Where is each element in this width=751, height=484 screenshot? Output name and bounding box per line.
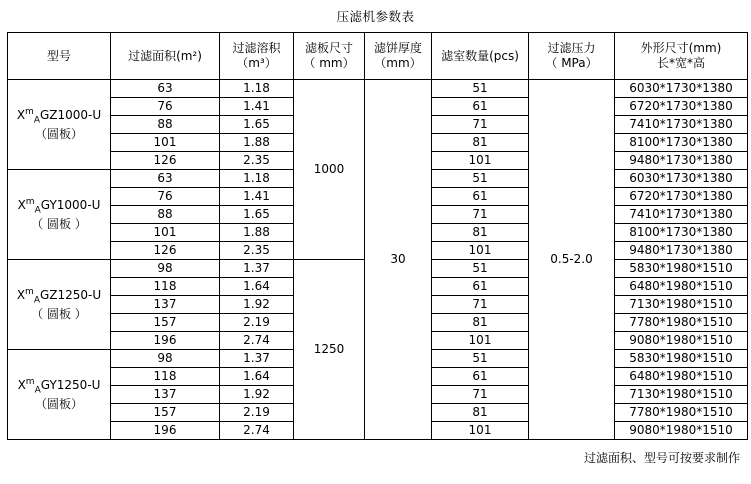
model-cell-group-1 <box>8 80 111 170</box>
cell-overall-dimension: 6030*1730*1380 <box>615 170 748 188</box>
cell-chamber-count: 51 <box>432 80 529 98</box>
cell-chamber-count: 81 <box>432 314 529 332</box>
column-header-cake-thickness-main: 滤饼厚度 <box>373 41 422 55</box>
column-header-chamber-count-main: 滤室数量(pcs) <box>441 48 519 63</box>
model-name-line-2: （ 圆板 ） <box>31 216 87 231</box>
cell-overall-dimension: 8100*1730*1380 <box>615 224 748 242</box>
cell-filter-volume: 1.92 <box>220 386 294 404</box>
cell-chamber-count: 61 <box>432 188 529 206</box>
cell-chamber-count: 71 <box>432 116 529 134</box>
column-header-overall-dimension-sub: 长*宽*高 <box>656 56 705 70</box>
cell-overall-dimension: 9080*1980*1510 <box>615 332 748 350</box>
cell-overall-dimension: 6720*1730*1380 <box>615 188 748 206</box>
cell-chamber-count: 71 <box>432 296 529 314</box>
cell-filter-area: 196 <box>111 332 220 350</box>
cell-chamber-count: 51 <box>432 170 529 188</box>
column-header-cake-thickness <box>365 33 432 80</box>
column-header-filter-pressure <box>529 33 615 80</box>
model-name-line-2: （圆板） <box>34 396 83 411</box>
cell-filter-area: 126 <box>111 242 220 260</box>
cell-overall-dimension: 9480*1730*1380 <box>615 152 748 170</box>
cell-filter-volume: 1.18 <box>220 170 294 188</box>
column-header-plate-size <box>294 33 365 80</box>
cell-chamber-count: 51 <box>432 260 529 278</box>
cell-filter-area: 157 <box>111 314 220 332</box>
cell-chamber-count: 101 <box>432 422 529 440</box>
model-cell-group-4 <box>8 350 111 440</box>
cell-chamber-count: 71 <box>432 206 529 224</box>
column-header-filter-volume-main: 过滤溶积 <box>232 41 281 55</box>
cell-filter-area: 118 <box>111 368 220 386</box>
cell-overall-dimension: 7410*1730*1380 <box>615 206 748 224</box>
cell-filter-area: 76 <box>111 98 220 116</box>
cell-overall-dimension: 8100*1730*1380 <box>615 134 748 152</box>
cell-overall-dimension: 7780*1980*1510 <box>615 314 748 332</box>
cell-filter-volume: 1.65 <box>220 206 294 224</box>
cell-filter-area: 126 <box>111 152 220 170</box>
column-header-cake-thickness-sub: （mm） <box>374 56 422 70</box>
cell-filter-area: 98 <box>111 260 220 278</box>
column-header-overall-dimension-main: 外形尺寸(mm) <box>640 41 722 55</box>
cell-filter-area: 137 <box>111 296 220 314</box>
column-header-filter-volume <box>220 33 294 80</box>
cell-filter-area: 88 <box>111 206 220 224</box>
cell-chamber-count: 71 <box>432 386 529 404</box>
model-name-line-1: $X^m_AGZ1000-U$ <box>16 107 102 126</box>
cell-overall-dimension: 7130*1980*1510 <box>615 296 748 314</box>
table-header <box>8 33 748 80</box>
cell-overall-dimension: 9480*1730*1380 <box>615 242 748 260</box>
cell-filter-volume: 2.35 <box>220 242 294 260</box>
cell-overall-dimension: 6030*1730*1380 <box>615 80 748 98</box>
column-header-filter-area <box>111 33 220 80</box>
cell-filter-pressure: 0.5-2.0 <box>529 80 615 440</box>
column-header-filter-volume-sub: （m³） <box>236 56 277 70</box>
cell-chamber-count: 51 <box>432 350 529 368</box>
cell-plate-size-1000: 1000 <box>294 80 365 260</box>
cell-filter-volume: 1.88 <box>220 134 294 152</box>
column-header-filter-pressure-main: 过滤压力 <box>547 41 596 55</box>
cell-filter-area: 63 <box>111 80 220 98</box>
cell-filter-area: 88 <box>111 116 220 134</box>
cell-overall-dimension: 6720*1730*1380 <box>615 98 748 116</box>
page-title: 压滤机参数表 <box>336 9 415 24</box>
model-name-line-1: $X^m_AGY1000-U$ <box>17 197 101 216</box>
cell-filter-area: 98 <box>111 350 220 368</box>
cell-chamber-count: 81 <box>432 134 529 152</box>
table-body <box>8 80 748 440</box>
cell-chamber-count: 81 <box>432 224 529 242</box>
cell-filter-area: 101 <box>111 134 220 152</box>
cell-filter-area: 101 <box>111 224 220 242</box>
cell-cake-thickness: 30 <box>365 80 432 440</box>
cell-filter-volume: 1.41 <box>220 188 294 206</box>
cell-filter-volume: 1.37 <box>220 350 294 368</box>
model-name-line-2: （圆板） <box>34 126 83 141</box>
cell-filter-volume: 1.41 <box>220 98 294 116</box>
column-header-overall-dimension <box>615 33 748 80</box>
cell-filter-area: 196 <box>111 422 220 440</box>
cell-chamber-count: 61 <box>432 278 529 296</box>
cell-chamber-count: 101 <box>432 332 529 350</box>
cell-filter-volume: 2.74 <box>220 332 294 350</box>
cell-filter-volume: 1.88 <box>220 224 294 242</box>
table-footnote: 过滤面积、型号可按要求制作 <box>583 451 740 465</box>
cell-filter-volume: 1.37 <box>220 260 294 278</box>
cell-chamber-count: 81 <box>432 404 529 422</box>
column-header-filter-area-main: 过滤面积(m²) <box>128 48 202 63</box>
cell-overall-dimension: 6480*1980*1510 <box>615 278 748 296</box>
cell-overall-dimension: 5830*1980*1510 <box>615 260 748 278</box>
cell-filter-volume: 1.64 <box>220 278 294 296</box>
cell-filter-area: 118 <box>111 278 220 296</box>
cell-overall-dimension: 6480*1980*1510 <box>615 368 748 386</box>
cell-chamber-count: 61 <box>432 98 529 116</box>
column-header-model-main: 型号 <box>46 48 71 63</box>
model-cell-group-2 <box>8 170 111 260</box>
model-cell-group-3 <box>8 260 111 350</box>
cell-filter-volume: 2.19 <box>220 404 294 422</box>
column-header-chamber-count <box>432 33 529 80</box>
cell-filter-area: 63 <box>111 170 220 188</box>
column-header-plate-size-main: 滤板尺寸 <box>304 41 353 55</box>
cell-filter-volume: 1.64 <box>220 368 294 386</box>
model-name-line-1: $X^m_AGZ1250-U$ <box>16 287 102 306</box>
column-header-plate-size-sub: （ mm） <box>303 56 355 70</box>
cell-filter-volume: 2.35 <box>220 152 294 170</box>
cell-overall-dimension: 5830*1980*1510 <box>615 350 748 368</box>
column-header-filter-pressure-sub: （ MPa） <box>545 56 598 70</box>
cell-filter-volume: 1.18 <box>220 80 294 98</box>
cell-plate-size-1250: 1250 <box>294 260 365 440</box>
cell-filter-volume: 2.19 <box>220 314 294 332</box>
column-header-model <box>8 33 111 80</box>
cell-chamber-count: 101 <box>432 152 529 170</box>
model-name-line-1: $X^m_AGY1250-U$ <box>17 377 101 396</box>
cell-filter-volume: 1.65 <box>220 116 294 134</box>
cell-filter-area: 76 <box>111 188 220 206</box>
cell-overall-dimension: 7130*1980*1510 <box>615 386 748 404</box>
cell-filter-area: 137 <box>111 386 220 404</box>
model-name-line-2: （ 圆板 ） <box>31 306 87 321</box>
cell-chamber-count: 101 <box>432 242 529 260</box>
cell-overall-dimension: 7410*1730*1380 <box>615 116 748 134</box>
cell-filter-volume: 2.74 <box>220 422 294 440</box>
table-row <box>8 80 748 98</box>
specification-table <box>7 32 748 440</box>
cell-filter-volume: 1.92 <box>220 296 294 314</box>
cell-chamber-count: 61 <box>432 368 529 386</box>
cell-overall-dimension: 7780*1980*1510 <box>615 404 748 422</box>
cell-overall-dimension: 9080*1980*1510 <box>615 422 748 440</box>
table-header-row <box>8 33 748 80</box>
cell-filter-area: 157 <box>111 404 220 422</box>
